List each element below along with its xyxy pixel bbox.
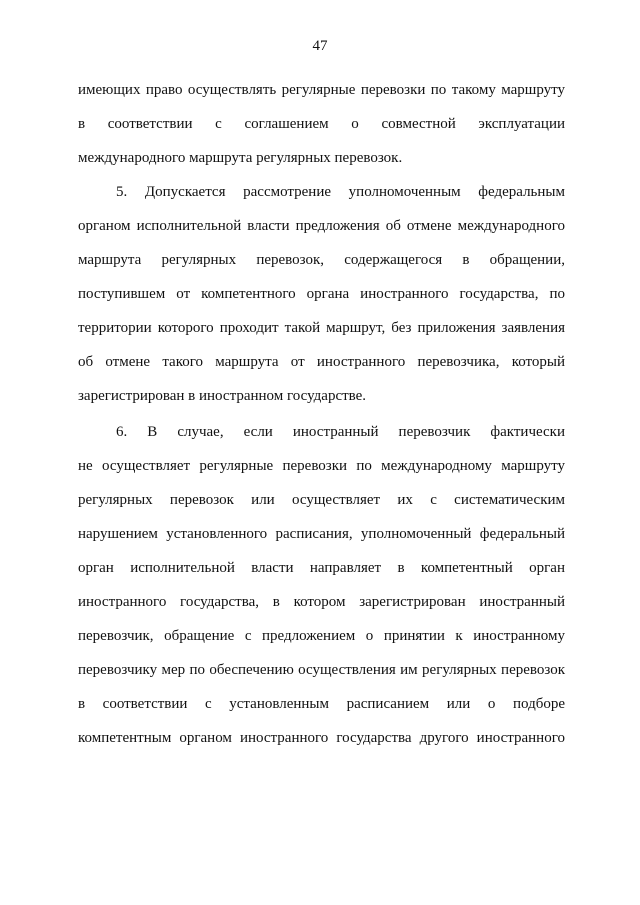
text-line: об отмене такого маршрута от иностранного перевозчика, который [78, 354, 565, 370]
paragraph-5-first-line: 5. Допускается рассмотрение уполномоченным федеральным [116, 184, 565, 200]
text-line: перевозчику мер по обеспечению осуществления им регулярных перевозок [78, 662, 565, 678]
text-line: маршрута регулярных перевозок, содержащегося в обращении, [78, 252, 565, 268]
text-line: орган исполнительной власти направляет в компетентный орган [78, 560, 565, 576]
text-line: в соответствии с соглашением о совместной эксплуатации [78, 116, 565, 132]
text-line: не осуществляет регулярные перевозки по международному маршруту [78, 458, 565, 474]
text-line: иностранного государства, в котором зарегистрирован иностранный [78, 594, 565, 610]
text-line: территории которого проходит такой маршрут, без приложения заявления [78, 320, 565, 336]
text-line: нарушением установленного расписания, уполномоченный федеральный [78, 526, 565, 542]
page-number: 47 [312, 38, 328, 54]
text-line: компетентным органом иностранного государства другого иностранного [78, 730, 565, 746]
text-line: международного маршрута регулярных перевозок. [78, 150, 403, 166]
text-line: зарегистрирован в иностранном государстве. [78, 388, 367, 404]
text-line: перевозчик, обращение с предложением о принятии к иностранному [78, 628, 565, 644]
text-line: регулярных перевозок или осуществляет их с систематическим [78, 492, 565, 508]
text-line: поступившем от компетентного органа иностранного государства, по [78, 286, 565, 302]
text-line: в соответствии с установленным расписанием или о подборе [78, 696, 565, 712]
text-line: имеющих право осуществлять регулярные перевозки по такому маршруту [78, 82, 565, 98]
paragraph-6-first-line: 6. В случае, если иностранный перевозчик фактически [116, 424, 565, 440]
text-line: органом исполнительной власти предложения об отмене международного [78, 218, 565, 234]
